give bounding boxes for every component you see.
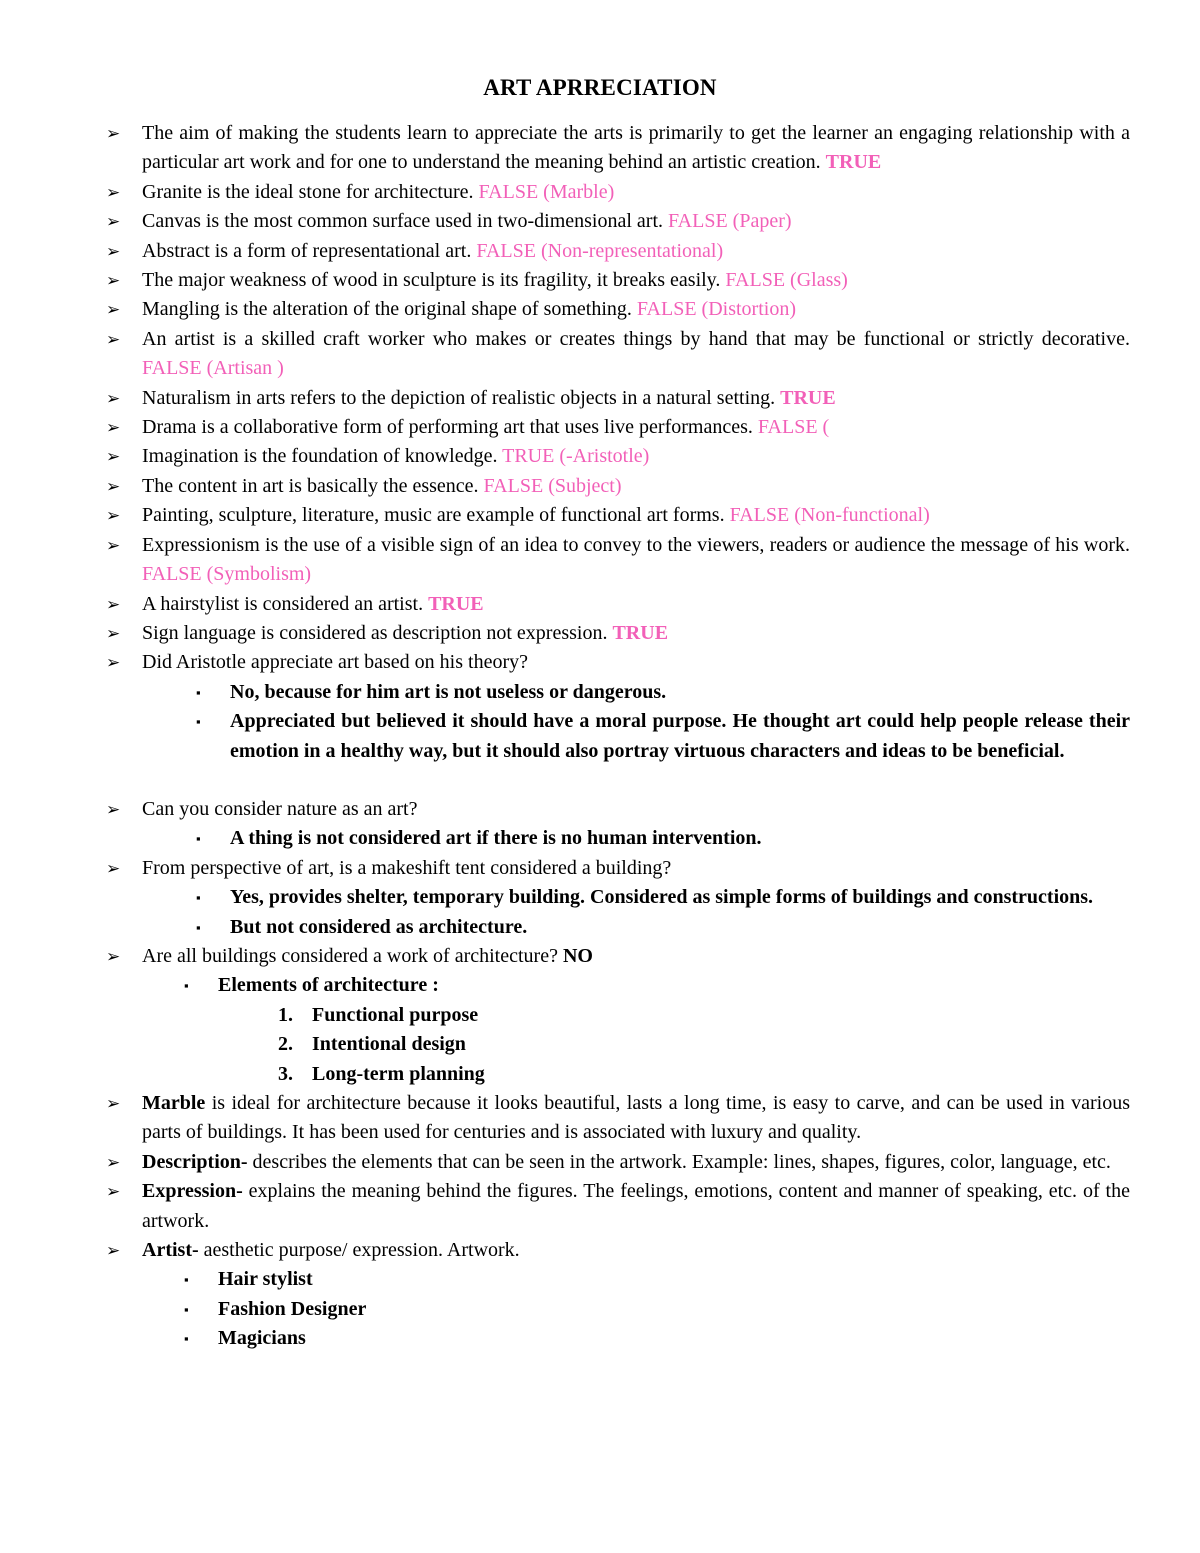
question-text: From perspective of art, is a makeshift tent considered a building? [142, 856, 672, 879]
answer-item [106, 971, 1130, 1000]
definition-item [106, 1148, 1130, 1177]
arrow-bullet-icon: ➢ [106, 594, 121, 614]
arrow-bullet-icon: ➢ [106, 535, 121, 555]
answer-label: FALSE [636, 298, 697, 321]
square-bullet-icon: ▪ [184, 1331, 189, 1347]
statement-text: Abstract is a form of representational art. [142, 239, 477, 262]
answer-text: But not considered as architecture. [230, 915, 528, 938]
example-item [106, 1324, 1130, 1353]
arrow-bullet-icon: ➢ [106, 329, 121, 349]
answer-label: FALSE [142, 563, 202, 586]
arrow-bullet-icon: ➢ [106, 1182, 121, 1202]
answer-label: NO [562, 944, 593, 967]
list-item [106, 237, 1130, 266]
answer-item [106, 707, 1130, 766]
list-item [106, 325, 1130, 384]
definition-term: Description- [142, 1150, 248, 1173]
answer-label: FALSE [668, 210, 728, 233]
definition-text: explains the meaning behind the figures. The feelings, emotions, content and manner of speaking, etc. of the artwork. [142, 1180, 1130, 1232]
arrow-bullet-icon: ➢ [106, 946, 121, 966]
list-item [106, 531, 1130, 590]
statement-text: Drama is a collaborative form of performing art that uses live performances. [142, 416, 758, 439]
statement-text: Granite is the ideal stone for architecture. [142, 180, 479, 203]
answer-label: FALSE [142, 357, 202, 380]
elements-heading: Elements of architecture : [218, 974, 439, 997]
answer-label: FALSE [757, 416, 818, 439]
statement-text: The content in art is basically the essence. [142, 474, 484, 497]
definition-term: Artist- [142, 1239, 199, 1262]
answer-label: FALSE [729, 504, 790, 527]
numbered-item [106, 1030, 1130, 1059]
item-text: Intentional design [312, 1033, 466, 1056]
arrow-bullet-icon: ➢ [106, 271, 121, 291]
arrow-bullet-icon: ➢ [106, 388, 121, 408]
question-item [106, 854, 1130, 883]
answer-note: (Subject) [543, 474, 622, 497]
statement-text: Imagination is the foundation of knowledge. [142, 445, 503, 468]
statement-text: Sign language is considered as description not expression. [142, 621, 613, 644]
arrow-bullet-icon: ➢ [106, 623, 121, 643]
statement-text: The aim of making the students learn to appreciate the arts is primarily to get the learner an engaging relationship with a particular art work and for one to understand the meaning behind an artistic creation. [142, 122, 1130, 174]
example-text: Hair stylist [218, 1268, 313, 1291]
answer-text: Yes, provides shelter, temporary building. Considered as simple forms of buildings and constructions. [230, 886, 1094, 909]
list-item [106, 384, 1130, 413]
definition-term: Marble [142, 1092, 206, 1114]
numbered-item [106, 1060, 1130, 1089]
item-text: Functional purpose [312, 1003, 479, 1026]
answer-text: No, because for him art is not useless or dangerous. [230, 680, 667, 703]
square-bullet-icon: ▪ [196, 919, 201, 935]
arrow-bullet-icon: ➢ [106, 212, 121, 232]
list-item [106, 442, 1130, 471]
list-item [106, 266, 1130, 295]
statement-text: A hairstylist is considered an artist. [142, 592, 429, 615]
item-text: Long-term planning [312, 1062, 485, 1085]
question-item [106, 648, 1130, 677]
answer-item [106, 913, 1130, 942]
list-item [106, 295, 1130, 324]
arrow-bullet-icon: ➢ [106, 653, 121, 673]
answer-note: (Non-functional) [789, 504, 930, 527]
numbered-item [106, 1001, 1130, 1030]
statement-text: Mangling is the alteration of the original shape of something. [142, 298, 637, 321]
answer-note: (Glass) [785, 269, 848, 292]
answer-note: (Artisan ) [201, 357, 284, 380]
page-title: ART APRRECIATION [483, 75, 717, 100]
statement-text: Canvas is the most common surface used in two-dimensional art. [142, 210, 669, 233]
arrow-bullet-icon: ➢ [106, 447, 121, 467]
statement-text: Naturalism in arts refers to the depiction of realistic objects in a natural setting. [142, 386, 781, 409]
example-text: Magicians [218, 1327, 306, 1350]
square-bullet-icon: ▪ [184, 978, 189, 994]
arrow-bullet-icon: ➢ [106, 1094, 121, 1113]
definition-text: describes the elements that can be seen in the artwork. Example: lines, shapes, figures, color, language, etc. [247, 1150, 1111, 1173]
answer-text: A thing is not considered art if there is no human intervention. [230, 827, 762, 850]
answer-label: FALSE [478, 180, 539, 203]
square-bullet-icon: ▪ [196, 714, 201, 730]
arrow-bullet-icon: ➢ [106, 418, 121, 438]
answer-note: (Non-representational) [535, 239, 724, 262]
statement-text: Expressionism is the use of a visible sign of an idea to convey to the viewers, readers or audience the message of his work. [142, 533, 1130, 556]
answer-label: TRUE [612, 621, 669, 644]
arrow-bullet-icon: ➢ [106, 1152, 121, 1172]
answer-item [106, 678, 1130, 707]
question-text: Are all buildings considered a work of architecture? [142, 944, 563, 967]
item-number: 2. [278, 1033, 293, 1056]
answer-item [106, 883, 1130, 912]
spacer [106, 766, 1130, 795]
definition-text: aesthetic purpose/ expression. Artwork. [198, 1239, 520, 1262]
statement-text: An artist is a skilled craft worker who makes or creates things by hand that may be functional or strictly decorative. [142, 327, 1130, 350]
question-item [106, 795, 1130, 824]
answer-note: ( [817, 416, 830, 439]
arrow-bullet-icon: ➢ [106, 799, 121, 819]
square-bullet-icon: ▪ [184, 1301, 189, 1317]
answer-note: (Paper) [727, 210, 792, 233]
definition-item [106, 1177, 1130, 1236]
answer-label: FALSE [476, 239, 536, 262]
arrow-bullet-icon: ➢ [106, 858, 121, 878]
answer-note: (Distortion) [696, 298, 796, 321]
statement-text: Painting, sculpture, literature, music are example of functional art forms. [142, 504, 730, 527]
statement-text: The major weakness of wood in sculpture is its fragility, it breaks easily. [142, 269, 726, 292]
item-number: 1. [278, 1003, 293, 1026]
definition-text: is ideal for architecture because it looks beautiful, lasts a long time, is easy to carve, and can be used in various parts of buildings. It has been used for centuries and is associated with luxury and quality. [142, 1092, 1130, 1144]
list-item [106, 119, 1130, 178]
answer-label: TRUE [825, 151, 882, 174]
answer-label: TRUE [780, 386, 836, 409]
square-bullet-icon: ▪ [184, 1272, 189, 1288]
arrow-bullet-icon: ➢ [106, 182, 121, 202]
item-number: 3. [278, 1062, 293, 1085]
document-body [106, 119, 1130, 1354]
arrow-bullet-icon: ➢ [106, 506, 121, 526]
arrow-bullet-icon: ➢ [106, 1241, 121, 1261]
definition-item [106, 1236, 1130, 1265]
answer-item [106, 824, 1130, 853]
list-item [106, 207, 1130, 236]
question-text: Did Aristotle appreciate art based on his theory? [142, 651, 528, 674]
answer-note: (Symbolism) [201, 563, 312, 586]
question-item [106, 942, 1130, 971]
example-item [106, 1295, 1130, 1324]
arrow-bullet-icon: ➢ [106, 300, 121, 320]
list-item [106, 413, 1130, 442]
square-bullet-icon: ▪ [196, 831, 201, 847]
question-text: Can you consider nature as an art? [142, 797, 418, 820]
list-item [106, 501, 1130, 530]
example-item [106, 1265, 1130, 1294]
answer-label: TRUE [428, 592, 484, 615]
arrow-bullet-icon: ➢ [106, 124, 121, 143]
answer-label: TRUE [502, 445, 555, 468]
example-text: Fashion Designer [218, 1297, 367, 1320]
definition-term: Expression- [142, 1180, 243, 1203]
square-bullet-icon: ▪ [196, 890, 201, 906]
definition-item [106, 1089, 1130, 1148]
answer-note: (-Aristotle) [554, 445, 650, 468]
arrow-bullet-icon: ➢ [106, 241, 121, 261]
list-item [106, 590, 1130, 619]
answer-label: FALSE [483, 474, 544, 497]
list-item [106, 178, 1130, 207]
list-item [106, 619, 1130, 648]
arrow-bullet-icon: ➢ [106, 476, 121, 496]
answer-label: FALSE [725, 269, 786, 292]
list-item [106, 472, 1130, 501]
answer-note: (Marble) [538, 180, 615, 203]
answer-text: Appreciated but believed it should have a moral purpose. He thought art could help people release their emotion in a healthy way, but it should also portray virtuous characters and ideas to be beneficial. [230, 710, 1130, 762]
square-bullet-icon: ▪ [196, 684, 201, 700]
